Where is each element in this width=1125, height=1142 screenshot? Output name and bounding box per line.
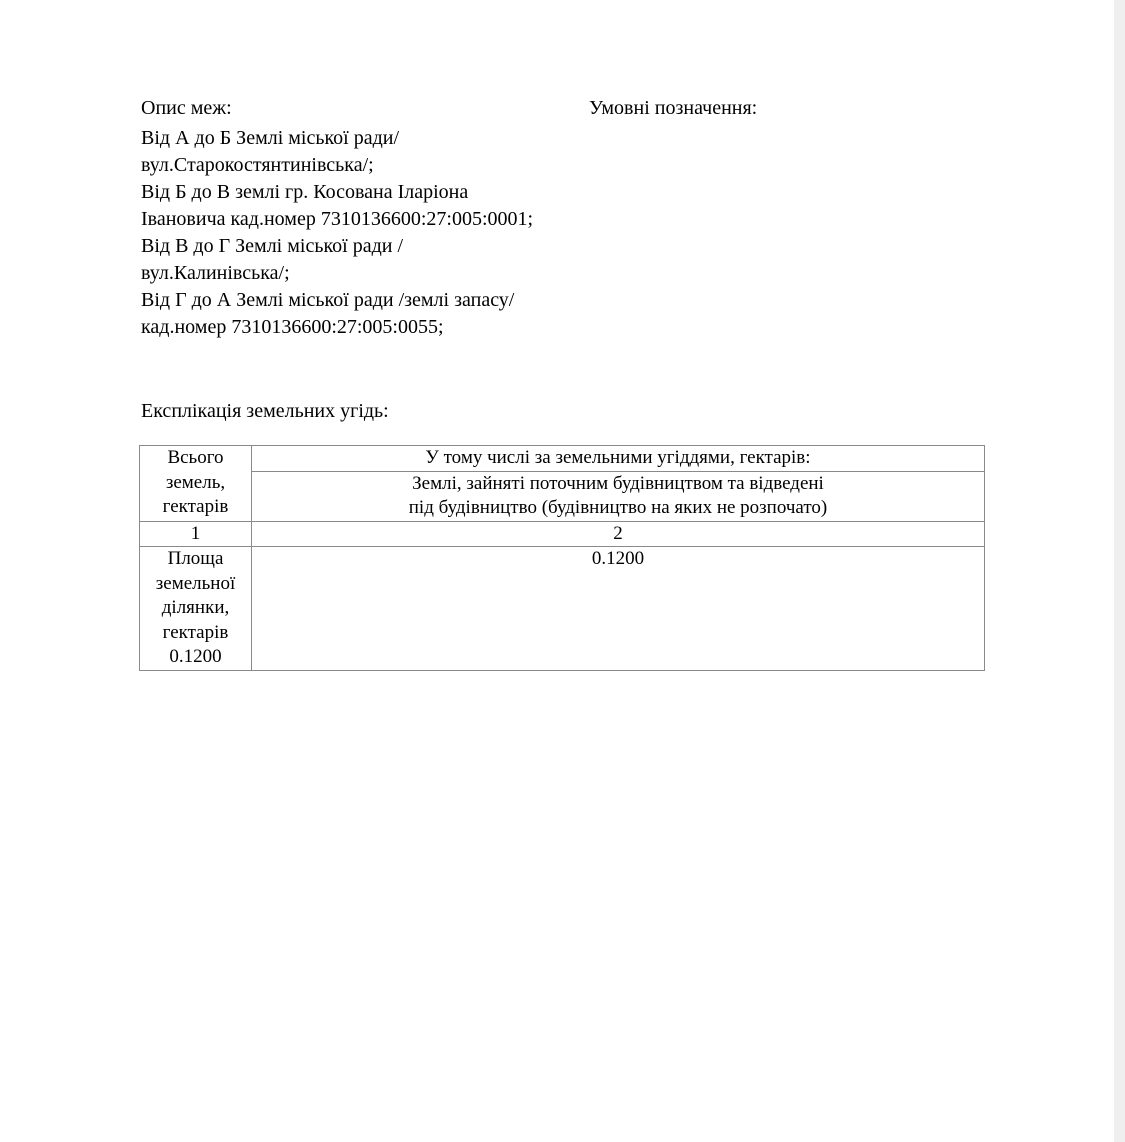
boundary-line: вул.Старокостянтинівська/; (141, 154, 374, 176)
boundary-description (141, 95, 586, 341)
boundary-line: Івановича кад.номер 7310136600:27:005:0001; (141, 208, 534, 230)
header-line: гектарів (162, 496, 229, 517)
cell-line: ділянки, (161, 597, 230, 618)
total-land-header (140, 446, 252, 522)
boundary-line: Від В до Г Землі міської ради / (141, 235, 404, 257)
header-line: Всього (167, 447, 224, 468)
column-number: 1 (140, 521, 252, 547)
boundary-heading: Опис меж: (141, 97, 232, 119)
page-edge (1114, 0, 1125, 1142)
cell-line: 0.1200 (169, 646, 222, 667)
plot-area-value: 0.1200 (252, 547, 985, 671)
explication-heading: Експлікація земельних угідь: (141, 400, 389, 422)
land-use-header: У тому числі за земельними угіддями, гектарів: (252, 446, 985, 472)
column-number: 2 (252, 521, 985, 547)
legend-heading: Умовні позначення: (589, 97, 758, 119)
boundary-line: Від А до Б Землі міської ради/ (141, 127, 400, 149)
table-subheader-row (140, 471, 985, 521)
boundary-line: кад.номер 7310136600:27:005:0055; (141, 316, 444, 338)
header-line: Землі, зайняті поточним будівництвом та відведені (412, 472, 824, 494)
boundary-line: Від Б до В землі гр. Косована Іларіона (141, 181, 469, 203)
boundary-line: Від Г до А Землі міської ради /землі запасу/ (141, 289, 515, 311)
plot-area-label (140, 547, 252, 671)
cell-line: земельної (155, 572, 236, 594)
boundary-line: вул.Калинівська/; (141, 262, 290, 284)
cell-line: гектарів (162, 621, 229, 643)
table-header-row (140, 446, 985, 472)
cell-line: Площа (167, 548, 224, 569)
table-row (140, 547, 985, 671)
explication-table (139, 445, 985, 671)
construction-land-header (252, 471, 985, 521)
header-line: земель, (165, 471, 226, 493)
header-line: під будівництво (будівництво на яких не розпочато) (408, 497, 828, 518)
column-number-row (140, 521, 985, 547)
